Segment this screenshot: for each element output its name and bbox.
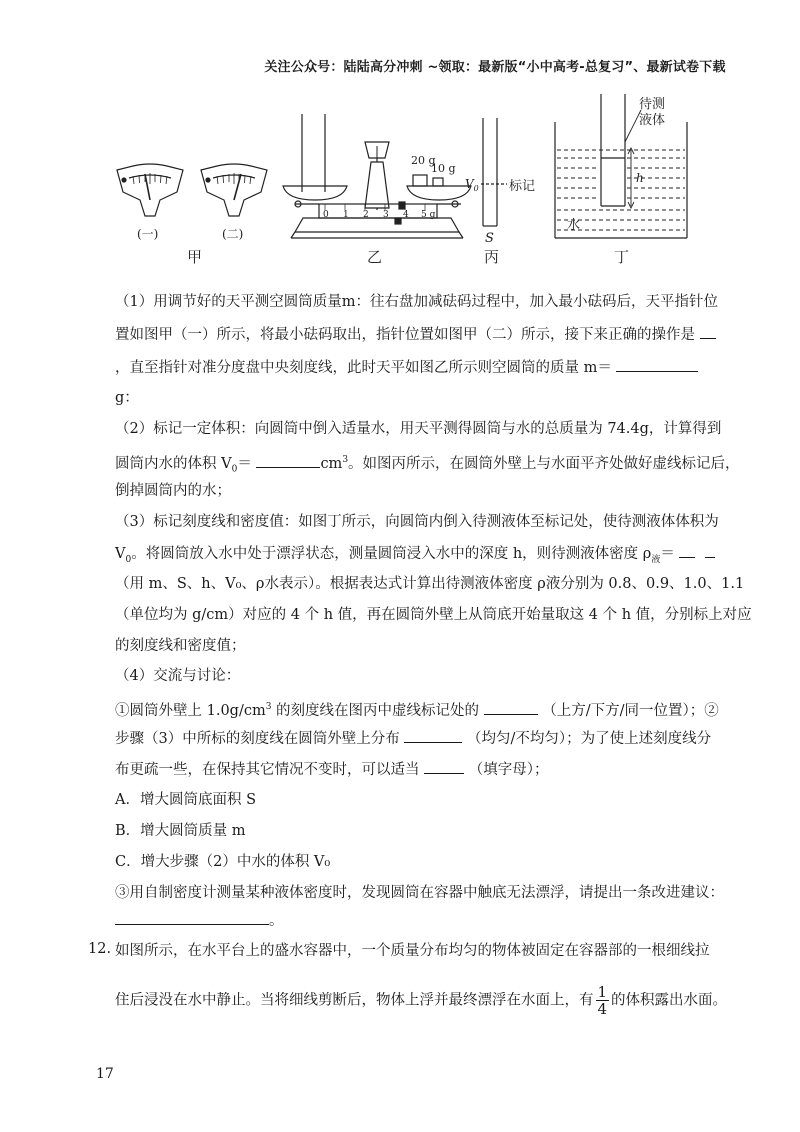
q11-p3-line1: （3）标记刻度线和密度值：如图丁所示，向圆筒内倒入待测液体至标记处，使待测液体体积为 [115,514,719,530]
label-v0: $V_0$ [465,177,479,193]
answer-blank-mass[interactable] [616,357,698,372]
label-water: 水 [567,218,581,233]
label-mark: 标记 [509,179,536,194]
answer-blank-density[interactable] [679,543,695,558]
caption-ding: 丁 [614,248,630,266]
container [555,94,687,238]
q11-p2-line2: 圆筒内水的体积 $V_0= cm^3$。如图丙所示，在圆筒外壁上与水面平齐处做好虚线标记后， [115,450,783,480]
label-liquid: 待测 [639,97,666,112]
answer-blank[interactable] [700,324,716,339]
q11-p1-line2: 置如图甲（一）所示，将最小砝码取出，指针位置如图甲（二）所示，接下来正确的操作是 [115,324,783,345]
q11-p4-line1: （4）交流与讨论： [115,668,241,684]
q11-p4-line5: ③用自制密度计测量某种液体密度时，发现圆筒在容器中触底无法漂浮，请提出一条改进建议： [115,885,724,901]
caption-one: (一) [137,227,159,241]
caption-two: (二) [222,227,244,241]
q12-line2: 住后浸没在水中静止。当将细线剪断后，物体上浮并最终漂浮在水面上，有 $\frac{1}{4}$ 的体积露出水面。 [115,983,728,1018]
fraction: $\frac{1}{4}$ [597,983,608,1018]
option-c: C．增大步骤（2）中水的体积 V₀ [115,854,331,870]
dial-two [201,164,267,216]
q11-p1-line4: g： [115,390,139,406]
q11-p3-line5: 的刻度线和密度值； [115,638,246,654]
page-number: 17 [96,1066,114,1082]
dial-one [117,164,183,216]
answer-blank-uniform[interactable] [404,728,462,743]
caption-bing: 丙 [484,248,500,266]
q11-p3-line3: （用 m、S、h、V₀、ρ水表示）。根据表达式计算出待测液体密度 ρ液分别为 0.8、0.9、1.0、1.1 [115,576,745,592]
q11-p2-line1: （2）标记一定体积：向圆筒中倒入适量水，用天平测得圆筒与水的总质量为 74.4g，计算得到 [115,421,722,437]
scale-tick: 5 g [421,210,436,220]
weight-20g: 20 g [411,154,436,167]
cylinder [481,118,507,226]
question-number: 12. [88,941,112,957]
scale-tick: 0 [323,210,329,220]
q11-p3-line2: $V_0$。将圆筒放入水中处于漂浮状态，测量圆筒浸入水中的深度 h，则待测液体密度 $\rho_液=$ [115,543,783,570]
q11-p2-line3: 倒掉圆筒内的水； [115,483,231,499]
caption-yi: 乙 [367,248,383,266]
q11-p4-line4: 布更疏一些，在保持其它情况不变时，可以适当 （填字母）； [115,759,783,780]
label-liquid2: 液体 [639,113,666,128]
balance [283,114,471,238]
option-b: B．增大圆筒质量 m [115,823,246,839]
answer-blank-volume[interactable] [256,453,320,468]
q11-p4-line3: 步骤（3）中所标的刻度线在圆筒外壁上分布 （均匀/不均匀）；为了使上述刻度线分 [115,728,783,749]
scale-tick: 4 [403,210,409,220]
q11-p4-line6: 。 [115,910,783,931]
scale-tick: 3 [383,210,389,220]
q11-p4-line2: ①圆筒外壁上 $1.0g/cm^3$ 的刻度线在图丙中虚线标记处的 （上方/下方/同一位置）；② [115,697,783,721]
q12-line1: 如图所示，在水平台上的盛水容器中，一个质量分布均匀的物体被固定在容器部的一根细线拉 [115,943,710,959]
option-a: A．增大圆筒底面积 S [115,792,257,808]
answer-blank-suggestion[interactable] [115,910,269,925]
page-header: 关注公众号：陆陆高分冲刺 ~领取：最新版“小中高考-总复习”、最新试卷下载 [264,60,726,75]
caption-jia: 甲 [187,248,203,266]
label-h: h [636,171,644,185]
scale-tick: 2 [363,210,369,220]
q11-p3-line4: （单位均为 g/cm）对应的 4 个 h 值，再在圆筒外壁上从筒底开始量取这 4 个 h 值，分别标上对应 [115,607,752,623]
answer-blank-density2[interactable] [705,543,715,558]
q11-p1-line3: ，直至指针对准分度盘中央刻度线，此时天平如图乙所示则空圆筒的质量 m＝ [115,357,783,378]
answer-blank-letter[interactable] [424,759,464,774]
label-s: S [485,231,494,246]
scale-tick: 1 [343,210,349,220]
weight-10g: 10 g [431,162,456,175]
q11-p1-line1: （1）用调节好的天平测空圆筒质量m：往右盘加减砝码过程中，加入最小砝码后，天平指针位 [115,294,718,310]
experiment-figure [95,92,715,270]
answer-blank-position[interactable] [484,700,538,715]
